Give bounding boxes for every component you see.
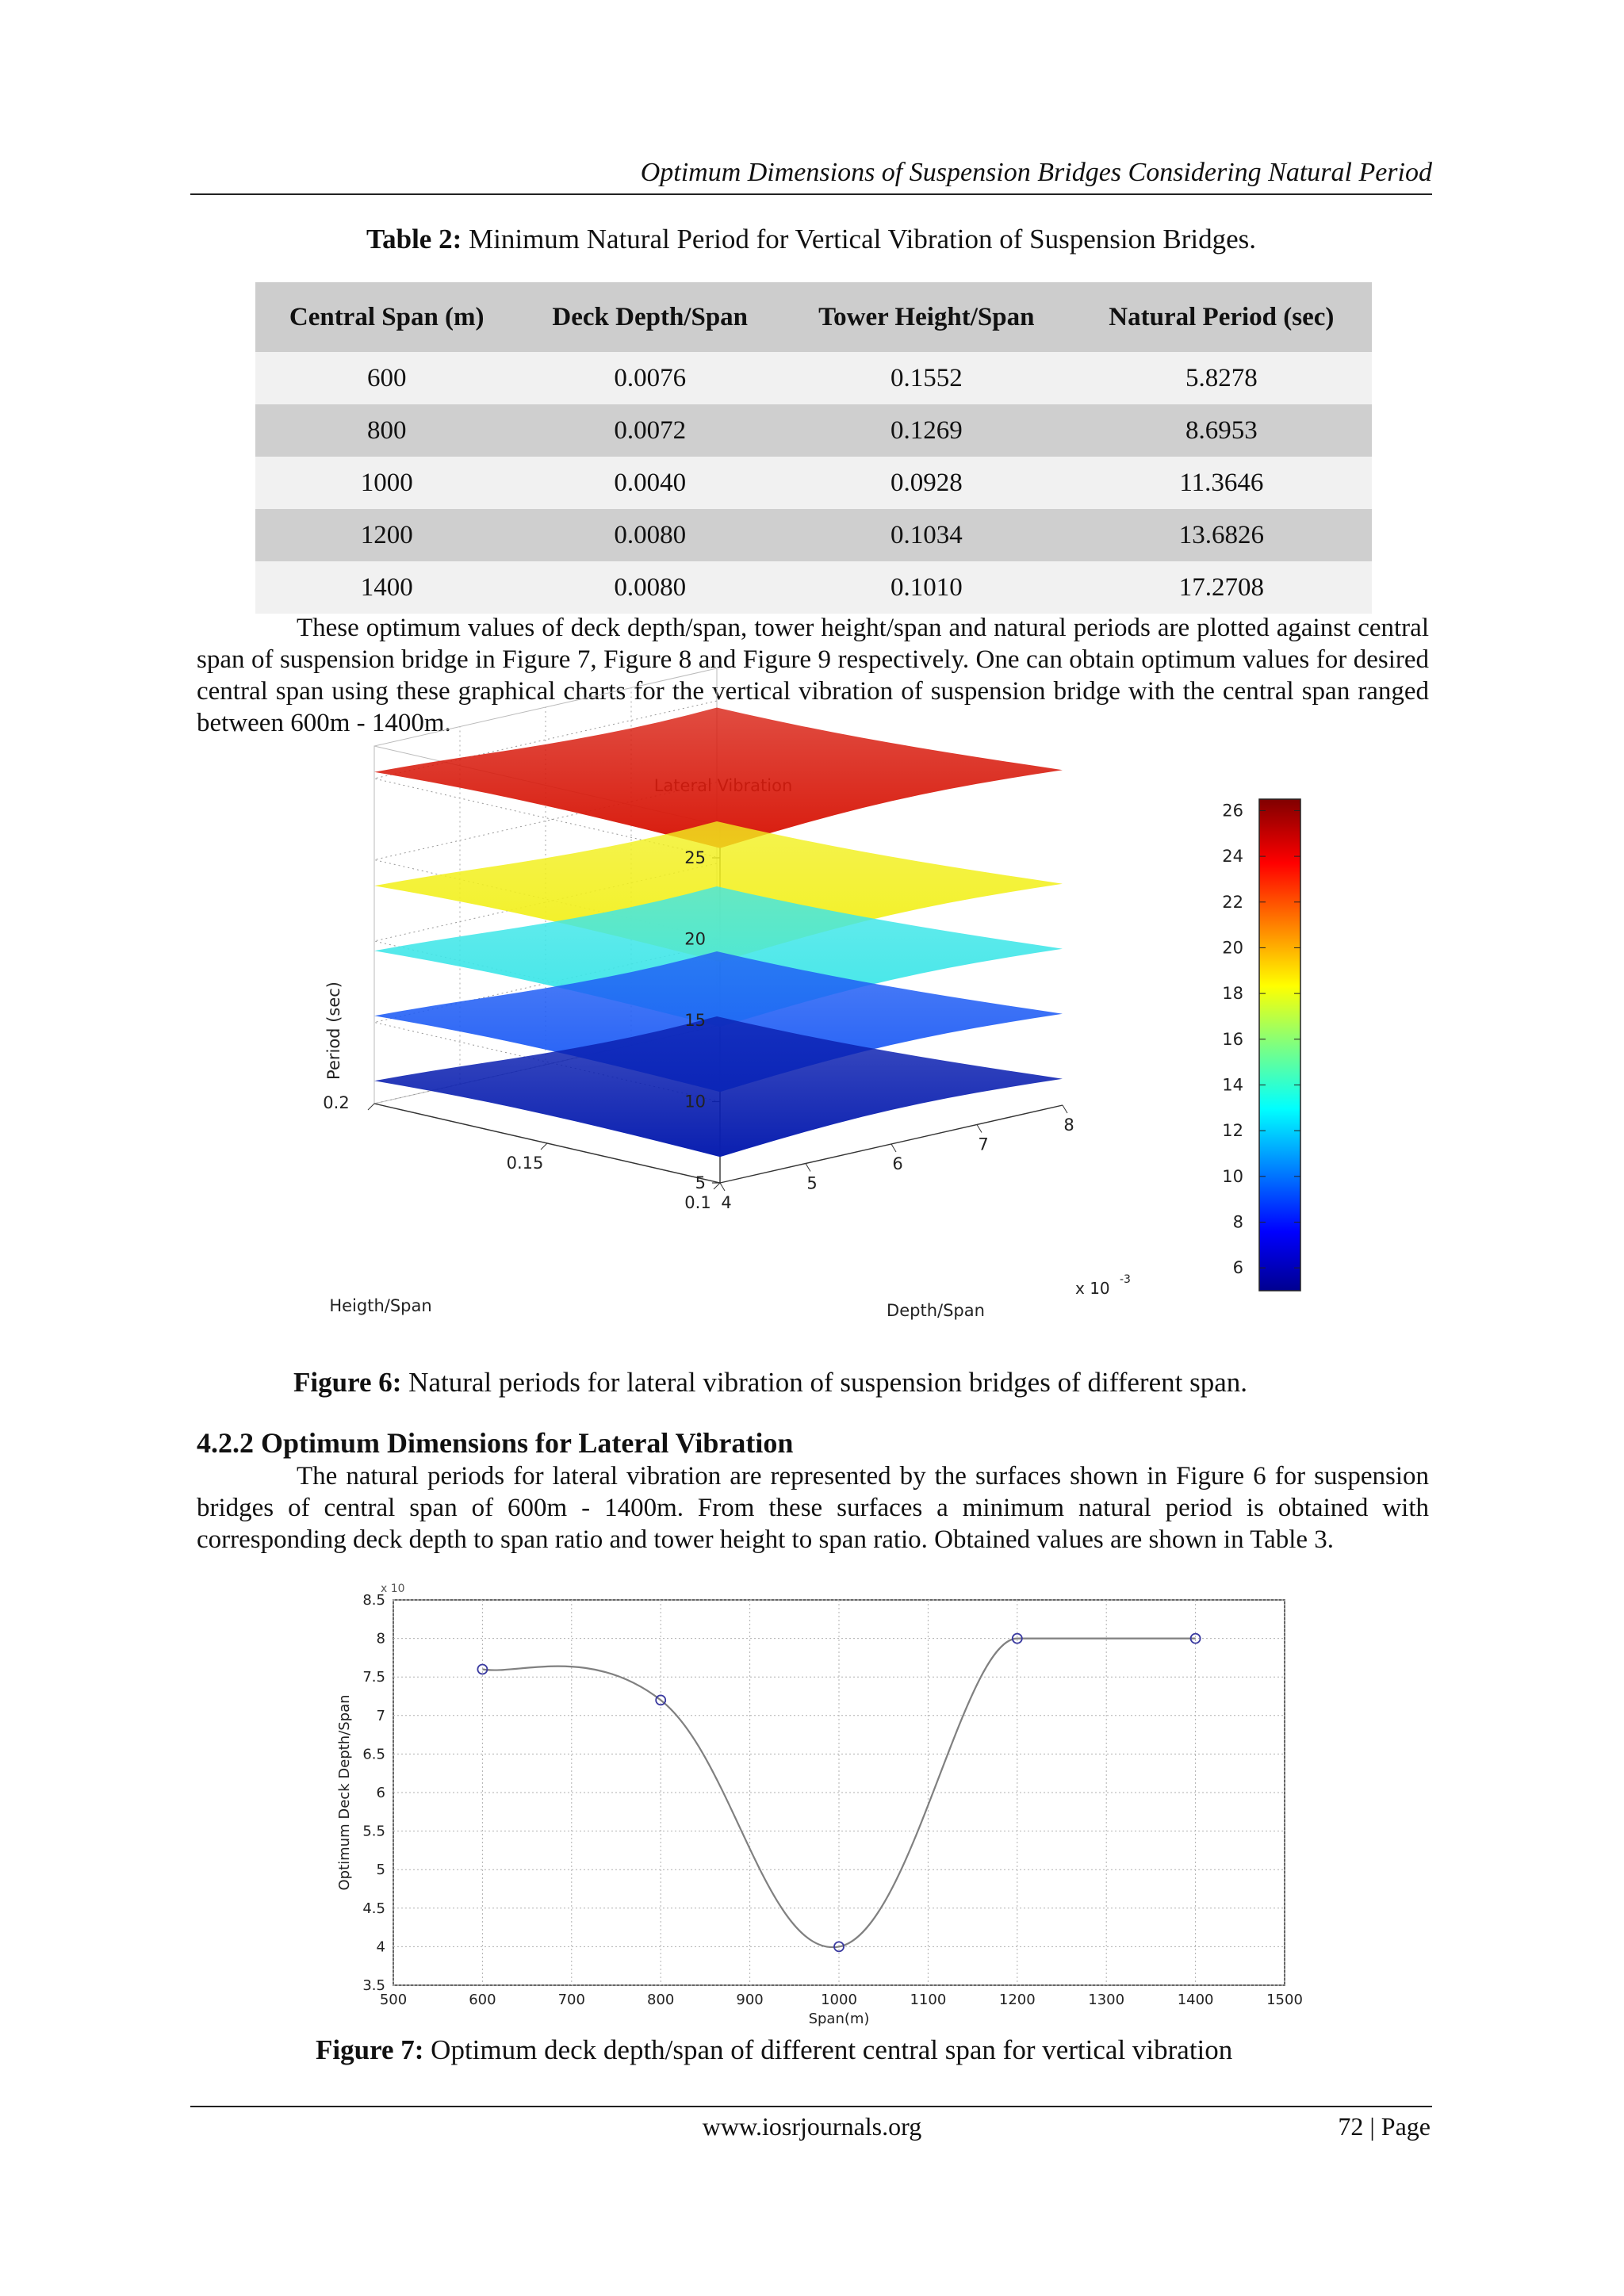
y-axis-label: Heigth/Span bbox=[329, 1296, 432, 1315]
z-tick-label: 10 bbox=[684, 1092, 706, 1112]
z-tick-label: 25 bbox=[684, 848, 706, 867]
x-tick-label: 5 bbox=[806, 1173, 818, 1193]
body-paragraph bbox=[197, 612, 1429, 739]
y-tick bbox=[541, 1143, 547, 1150]
x-tick bbox=[806, 1164, 810, 1172]
y-tick bbox=[714, 1183, 720, 1189]
table-cell: 600 bbox=[255, 352, 518, 404]
x-axis-label: Span(m) bbox=[808, 2011, 870, 2027]
colorbar-tick-label: 20 bbox=[1222, 938, 1243, 958]
y-tick bbox=[368, 1104, 374, 1110]
colorbar-tick-label: 14 bbox=[1222, 1075, 1243, 1095]
figure-caption-text: Optimum deck depth/span of different central span for vertical vibration bbox=[423, 2034, 1233, 2065]
table-cell: 11.3646 bbox=[1071, 457, 1372, 509]
x-tick-label: 600 bbox=[469, 1992, 496, 2008]
x-tick-label: 1200 bbox=[998, 1992, 1036, 2008]
z-tick-label: 15 bbox=[684, 1011, 706, 1030]
table-row bbox=[255, 561, 1372, 614]
x-tick-label: 1400 bbox=[1177, 1992, 1214, 2008]
colorbar-tick-label: 6 bbox=[1232, 1258, 1243, 1278]
table-cell: 0.1010 bbox=[782, 561, 1071, 614]
table-caption-text: Minimum Natural Period for Vertical Vibration of Suspension Bridges. bbox=[462, 224, 1257, 254]
z-tick-label: 20 bbox=[684, 929, 706, 949]
chart-grid bbox=[393, 1600, 1285, 1985]
figure-caption-label: Figure 6: bbox=[293, 1367, 402, 1398]
x-tick bbox=[1063, 1105, 1067, 1113]
table-cell: 1200 bbox=[255, 509, 518, 561]
y-tick-label: 0.15 bbox=[506, 1154, 544, 1173]
paragraph-text: These optimum values of deck depth/span, tower height/span and natural periods are plotted against central span of suspension bridge in Figure 7, Figure 8 and Figure 9 respectively. One can obtain optimum values for desired central span using these graphical charts for the vertical vibration of suspension bridge with the central span ranged between 600m - 1400m. bbox=[197, 614, 1429, 737]
x-tick-label: 1100 bbox=[910, 1992, 947, 2008]
table-row bbox=[255, 404, 1372, 457]
table-cell: 0.0040 bbox=[518, 457, 782, 509]
table-2-caption bbox=[190, 220, 1432, 258]
x-tick bbox=[720, 1183, 725, 1191]
x-tick-label: 1000 bbox=[821, 1992, 857, 2008]
footer-rule bbox=[190, 2106, 1432, 2107]
y-tick-label: 7 bbox=[376, 1707, 385, 1724]
x-multiplier: x 10 bbox=[1075, 1279, 1110, 1298]
y-tick-label: 0.2 bbox=[323, 1093, 350, 1112]
y-tick-label: 5 bbox=[376, 1862, 385, 1879]
section-heading: 4.2.2 Optimum Dimensions for Lateral Vibration bbox=[197, 1427, 794, 1459]
x-tick bbox=[977, 1125, 982, 1133]
colorbar-tick-label: 16 bbox=[1222, 1029, 1243, 1049]
y-tick-label: 5.5 bbox=[362, 1823, 385, 1840]
column-header: Tower Height/Span bbox=[782, 282, 1071, 352]
figure-caption-label: Figure 7: bbox=[316, 2034, 424, 2065]
journal-url: www.iosrjournals.org bbox=[702, 2112, 922, 2141]
table-header-row bbox=[255, 282, 1372, 352]
running-title: Optimum Dimensions of Suspension Bridges Considering Natural Period bbox=[640, 158, 1432, 187]
x-tick-label: 800 bbox=[647, 1992, 675, 2008]
y-tick-label: 6.5 bbox=[362, 1746, 385, 1763]
surface-layers bbox=[374, 708, 1063, 1158]
body-paragraph bbox=[197, 1460, 1429, 1556]
x-tick-label: 500 bbox=[379, 1992, 408, 2008]
table-cell: 0.0072 bbox=[518, 404, 782, 457]
table-row bbox=[255, 457, 1372, 509]
x-tick bbox=[891, 1144, 896, 1152]
y-tick-label: 0.1 bbox=[684, 1193, 711, 1212]
table-cell: 17.2708 bbox=[1071, 561, 1372, 614]
column-header: Deck Depth/Span bbox=[518, 282, 782, 352]
table-cell: 0.1034 bbox=[782, 509, 1071, 561]
x-axis-label: Depth/Span bbox=[887, 1301, 985, 1320]
paragraph-text: The natural periods for lateral vibration are represented by the surfaces shown in Figure 6 for suspension bridges of central span of 600m - 1400m. From these surfaces a minimum natural period is obtained with corresponding deck depth to span ratio and tower height to span ratio. Obtained values are shown in Table 3. bbox=[197, 1462, 1429, 1554]
colorbar-tick-label: 18 bbox=[1222, 984, 1243, 1004]
table-cell: 800 bbox=[255, 404, 518, 457]
figure-caption-text: Natural periods for lateral vibration of suspension bridges of different span. bbox=[401, 1367, 1247, 1398]
header-rule bbox=[190, 193, 1432, 195]
table-cell: 0.0928 bbox=[782, 457, 1071, 509]
surface-layer bbox=[374, 1016, 1063, 1157]
column-header: Natural Period (sec) bbox=[1071, 282, 1372, 352]
x-tick-label: 1500 bbox=[1266, 1992, 1303, 2008]
figure-6-caption bbox=[293, 1364, 1247, 1402]
lateral-vibration-surface-chart bbox=[301, 769, 1332, 1340]
table-cell: 8.6953 bbox=[1071, 404, 1372, 457]
y-tick-label: 4.5 bbox=[362, 1900, 385, 1917]
page-number: 72 | Page bbox=[1338, 2112, 1431, 2141]
colorbar-tick-label: 22 bbox=[1222, 892, 1243, 912]
colorbar-tick-label: 8 bbox=[1232, 1212, 1243, 1232]
y-axis-label: Optimum Deck Depth/Span bbox=[336, 1694, 353, 1891]
x-multiplier-exp: -3 bbox=[1120, 1273, 1131, 1286]
colorbar-tick-label: 12 bbox=[1222, 1121, 1243, 1141]
y-multiplier: x 10 bbox=[381, 1582, 405, 1595]
y-tick-label: 7.5 bbox=[362, 1669, 385, 1686]
table-cell: 0.0076 bbox=[518, 352, 782, 404]
y-tick-label: 8 bbox=[376, 1630, 385, 1647]
table-cell: 0.0080 bbox=[518, 561, 782, 614]
x-tick-label: 8 bbox=[1063, 1115, 1074, 1135]
colorbar-tick-label: 24 bbox=[1222, 847, 1243, 867]
x-tick-label: 4 bbox=[721, 1193, 732, 1212]
table-row bbox=[255, 352, 1372, 404]
figure-7-caption bbox=[316, 2031, 1232, 2069]
table-cell: 5.8278 bbox=[1071, 352, 1372, 404]
table-cell: 1400 bbox=[255, 561, 518, 614]
natural-period-table bbox=[255, 282, 1372, 614]
y-tick-label: 4 bbox=[376, 1938, 385, 1956]
column-header: Central Span (m) bbox=[255, 282, 518, 352]
y-tick-label: 3.5 bbox=[362, 1977, 385, 1994]
x-tick-label: 7 bbox=[978, 1135, 989, 1154]
y-tick-label: 8.5 bbox=[362, 1592, 385, 1609]
table-cell: 0.0080 bbox=[518, 509, 782, 561]
deck-depth-line-chart bbox=[317, 1575, 1316, 2026]
table-cell: 13.6826 bbox=[1071, 509, 1372, 561]
table-caption-label: Table 2: bbox=[366, 224, 462, 254]
y-tick-label: 6 bbox=[376, 1785, 385, 1801]
x-tick-label: 6 bbox=[892, 1154, 903, 1173]
table-cell: 0.1269 bbox=[782, 404, 1071, 457]
colorbar bbox=[1222, 799, 1300, 1291]
x-tick-label: 900 bbox=[736, 1992, 764, 2008]
table-cell: 0.1552 bbox=[782, 352, 1071, 404]
colorbar-tick-label: 26 bbox=[1222, 801, 1243, 821]
table-cell: 1000 bbox=[255, 457, 518, 509]
table-row bbox=[255, 509, 1372, 561]
z-tick-label: 5 bbox=[695, 1173, 706, 1192]
x-tick-label: 700 bbox=[557, 1992, 585, 2008]
z-axis-label: Period (sec) bbox=[324, 982, 343, 1080]
colorbar-gradient bbox=[1259, 799, 1300, 1291]
x-tick-label: 1300 bbox=[1088, 1992, 1125, 2008]
colorbar-tick-label: 10 bbox=[1222, 1166, 1243, 1186]
